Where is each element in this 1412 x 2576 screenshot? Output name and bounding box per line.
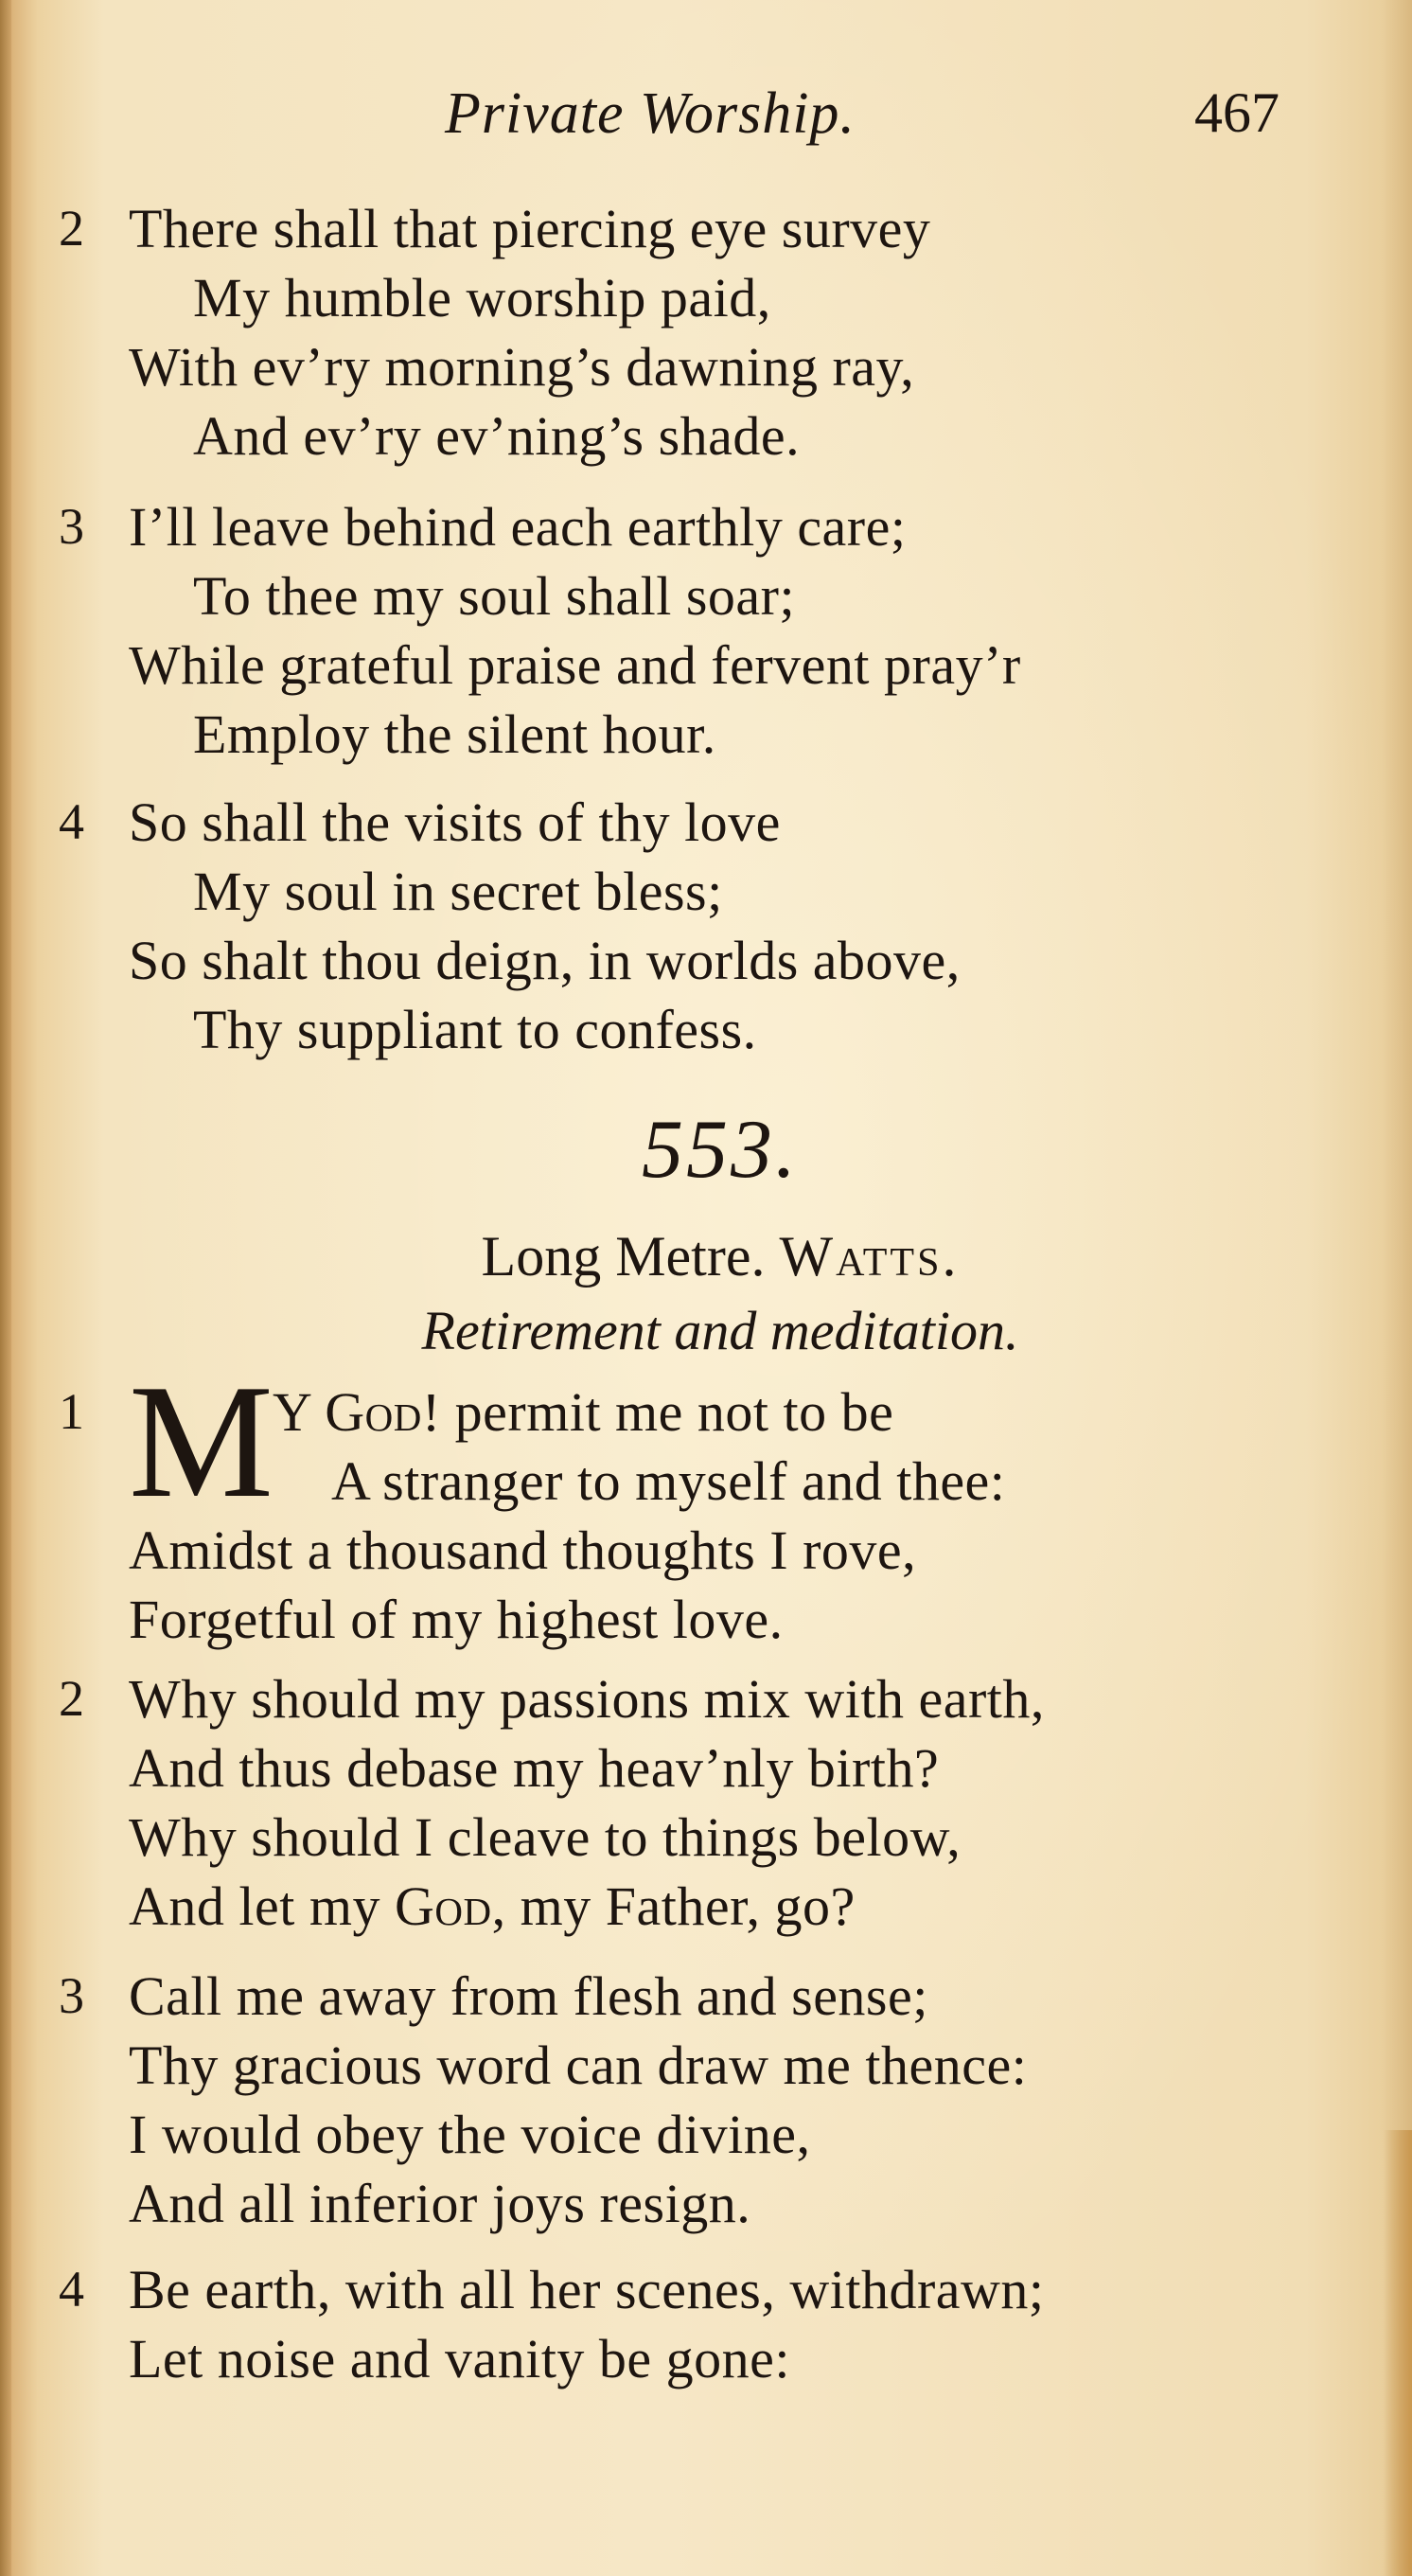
stanza-number: 4	[59, 2261, 84, 2318]
verse-line: And thus debase my heav’nly birth?	[129, 1737, 940, 1799]
hymn-author: Watts.	[779, 1225, 960, 1288]
verse-line: So shall the visits of thy love	[129, 791, 781, 853]
verse-line: There shall that piercing eye survey	[129, 198, 931, 259]
hymn-stanza-1-rest	[0, 1516, 1412, 1654]
god-small-caps: God	[325, 1381, 422, 1443]
verse-text: , my Father, go?	[491, 1875, 856, 1937]
verse-line: I would obey the voice divine,	[129, 2104, 811, 2165]
verse-line: And all inferior joys resign.	[129, 2173, 751, 2234]
god-small-caps: God	[394, 1875, 492, 1937]
verse-line: Why should my passions mix with earth,	[129, 1668, 1045, 1730]
verse-line: I’ll leave behind each earthly care;	[129, 496, 907, 558]
verse-line: Forgetful of my highest love.	[129, 1589, 784, 1650]
verse-line	[0, 1872, 1412, 1941]
verse-text: And let my	[129, 1875, 395, 1937]
verse-line: With ev’ry morning’s dawning ray,	[129, 336, 915, 398]
stanza-number: 4	[59, 793, 84, 850]
stanza-number: 2	[59, 200, 84, 257]
stanza-number: 2	[59, 1670, 84, 1727]
prev-stanza-3	[0, 492, 1412, 769]
drop-cap: M	[129, 1352, 274, 1532]
page-number: 467	[1194, 81, 1280, 144]
hymn-stanza-2	[0, 1664, 1412, 1941]
verse-line: My soul in secret bless;	[193, 861, 723, 922]
hymn-stanza-3	[0, 1962, 1412, 2238]
stanza-number: 3	[59, 498, 84, 555]
verse-line: And ev’ry ev’ning’s shade.	[193, 405, 801, 467]
verse-line: Why should I cleave to things below,	[129, 1806, 962, 1868]
verse-line: My humble worship paid,	[193, 267, 771, 329]
stanza-number: 1	[59, 1383, 84, 1440]
hymn-subtitle: Retirement and meditation.	[421, 1300, 1019, 1361]
hymn-stanza-1-lines	[0, 1377, 1412, 1516]
verse-line: Amidst a thousand thoughts I rove,	[129, 1519, 917, 1581]
running-title: Private Worship.	[445, 81, 856, 146]
verse-line: Thy suppliant to confess.	[193, 999, 757, 1060]
verse-line: Be earth, with all her scenes, withdrawn;	[129, 2259, 1045, 2320]
hymn-number: 553.	[642, 1104, 799, 1196]
stanza-number: 3	[59, 1967, 84, 2024]
verse-line: So shalt thou deign, in worlds above,	[129, 930, 961, 991]
prev-stanza-4	[0, 788, 1412, 1064]
verse-text: ! permit me not to be	[421, 1381, 894, 1443]
hymn-meter: Long Metre.	[481, 1225, 766, 1288]
verse-line	[0, 1377, 1412, 1447]
verse-line: Let noise and vanity be gone:	[129, 2328, 791, 2389]
hymn-meter-line	[0, 1221, 1412, 1292]
verse-text: Y	[273, 1381, 326, 1443]
verse-line: Employ the silent hour.	[193, 703, 716, 765]
verse-line: To thee my soul shall soar;	[193, 565, 796, 627]
prev-stanza-2	[0, 194, 1412, 471]
verse-line: Call me away from flesh and sense;	[129, 1965, 928, 2027]
running-header	[0, 80, 1412, 166]
verse-line: While grateful praise and fervent pray’r	[129, 634, 1021, 696]
hymn-stanza-4	[0, 2255, 1412, 2393]
verse-line: A stranger to myself and thee:	[331, 1450, 1006, 1512]
verse-line: Thy gracious word can draw me thence:	[129, 2034, 1028, 2096]
